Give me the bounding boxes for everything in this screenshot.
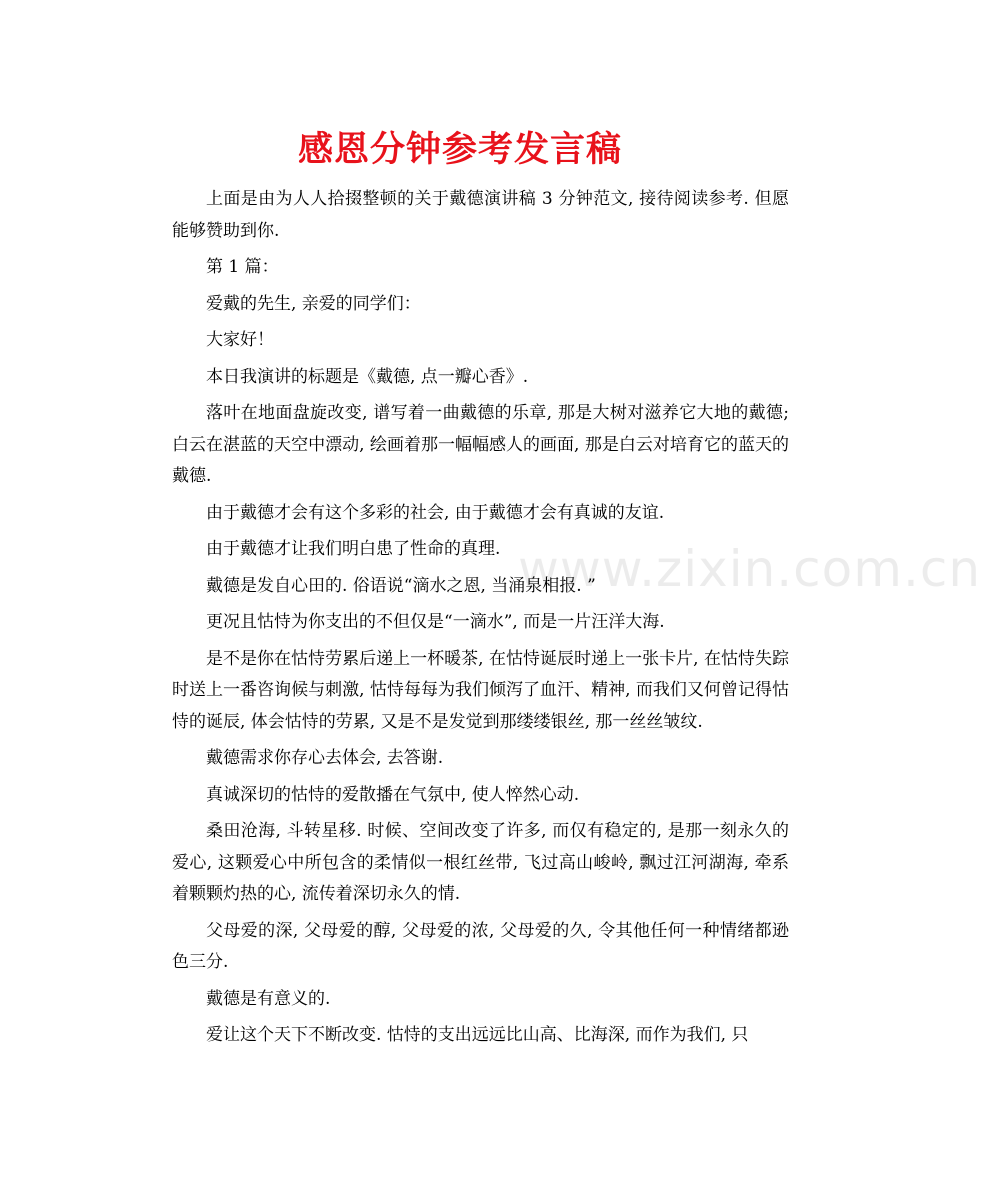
paragraph: 是不是你在怙恃劳累后递上一杯暖茶, 在怙恃诞辰时递上一张卡片, 在怙恃失踪时送上一番咨询候与刺激, 怙恃每每为我们倾泻了血汗、精神, 而我们又何曾记得怙恃的诞辰, 体会怙恃的劳累, 又是不是发觉到那缕缕银丝, 那一丝丝皱纹.	[172, 648, 789, 732]
paragraph: 上面是由为人人拾掇整顿的关于戴德演讲稿 3 分钟范文, 接待阅读参考. 但愿能够赞助到你.	[172, 189, 789, 241]
document-title: 感恩分钟参考发言稿	[297, 130, 622, 170]
paragraph: 落叶在地面盘旋改变, 谱写着一曲戴德的乐章, 那是大树对滋养它大地的戴德; 白云在湛蓝的天空中漂动, 绘画着那一幅幅感人的画面, 那是白云对培育它的蓝天的戴德.	[172, 403, 789, 486]
document-body	[172, 184, 789, 1057]
paragraph: 爱戴的先生, 亲爱的同学们：	[206, 293, 421, 314]
paragraph: 更况且怙恃为你支出的不但仅是“一滴水”, 而是一片汪洋大海.	[206, 612, 665, 632]
paragraph: 由于戴德才会有这个多彩的社会, 由于戴德才会有真诚的友谊.	[206, 502, 665, 523]
paragraph: 桑田沧海, 斗转星移. 时候、空间改变了许多, 而仅有稳定的, 是那一刻永久的爱心, 这颗爱心中所包含的柔情似一根红丝带, 飞过高山峻岭, 飘过江河湖海, 牵系着颗颗灼热的心, 流传着深切永久的情.	[172, 821, 789, 904]
paragraph: 戴德是发自心田的. 俗语说“滴水之恩, 当涌泉相报. ”	[206, 575, 596, 596]
paragraph: 真诚深切的怙恃的爱散播在气氛中, 使人悴然心动.	[206, 784, 580, 805]
paragraph: 由于戴德才让我们明白患了性命的真理.	[206, 539, 501, 559]
paragraph: 爱让这个天下不断改变. 怙恃的支出远远比山高、比海深, 而作为我们, 只	[206, 1025, 749, 1045]
paragraph: 父母爱的深, 父母爱的醇, 父母爱的浓, 父母爱的久, 令其他任何一种情绪都逊色三分.	[172, 920, 789, 972]
paragraph: 戴德需求你存心去体会, 去答谢.	[206, 748, 444, 768]
paragraph: 戴德是有意义的.	[206, 988, 331, 1009]
paragraph: 大家好！	[206, 330, 274, 350]
paragraph: 本日我演讲的标题是《戴德, 点一瓣心香》.	[206, 366, 529, 387]
watermark-text: www.zixin.com.cn	[518, 540, 981, 598]
paragraph: 第 1 篇：	[206, 257, 279, 277]
